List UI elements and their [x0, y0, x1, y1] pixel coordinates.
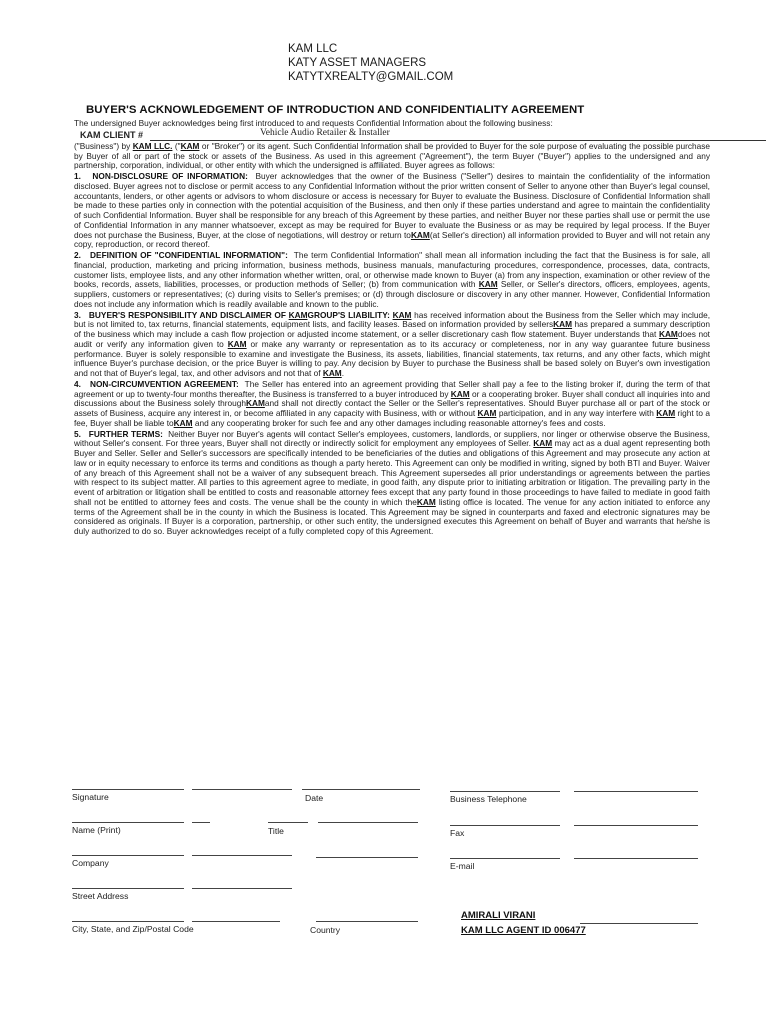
section-1-kam: KAM: [410, 229, 430, 240]
section-1-number: 1.: [74, 171, 81, 181]
section-4-kam-2: KAM: [246, 398, 265, 409]
section-4-text-5: right to a fee, Buyer shall be liable to: [74, 408, 710, 428]
section-4-kam-5: KAM: [173, 417, 193, 428]
preamble: [74, 142, 710, 171]
client-row: [74, 129, 710, 142]
section-4-text-2: or a cooperating broker. Buyer shall conduct all inquiries into and discussions about the Business solely through: [74, 388, 711, 409]
fax-line-a[interactable]: [450, 825, 560, 826]
city-line-a[interactable]: [72, 921, 184, 922]
section-3-text-5: .: [341, 368, 345, 378]
section-3-kam-2: KAM: [553, 319, 573, 330]
company-line-b[interactable]: [192, 855, 292, 856]
title-line-a[interactable]: [268, 822, 308, 823]
company-line-a[interactable]: [72, 855, 184, 856]
section-4-text-4: participation, and in any way interfere with: [498, 408, 654, 418]
title-label: Title: [268, 826, 284, 836]
section-1: [74, 172, 710, 250]
company-name: KAM LLC: [288, 43, 338, 55]
date-label: Date: [305, 793, 324, 803]
company-email: KATYTXREALTY@GMAIL.COM: [288, 71, 454, 83]
preamble-kam: KAM: [180, 140, 200, 151]
section-4-number: 4.: [74, 378, 81, 389]
section-4-heading: NON-CIRCUMVENTION AGREEMENT:: [89, 378, 239, 389]
section-2-number: 2.: [74, 250, 81, 260]
company-label: Company: [72, 858, 109, 868]
section-5-kam: KAM: [533, 438, 553, 449]
fax-line-b[interactable]: [574, 825, 698, 826]
agreement-body: [74, 119, 710, 537]
name-line-b[interactable]: [192, 822, 210, 823]
section-4-kam-1: KAM: [450, 388, 470, 399]
section-5-text-1: Neither Buyer nor Buyer's agents will contact Seller's employees, customers, landlords, or suppliers, nor linger or otherwise observe the Business, without Seller's consent. For three years, Buyer shall not directly or indirectly solicit for employment any employees of Seller.: [74, 428, 710, 449]
section-2-kam: KAM: [478, 279, 498, 290]
client-underline: [150, 140, 766, 141]
section-5-number: 5.: [74, 428, 81, 439]
section-3-text-1: has received information about the Business from the Seller which may include, but is not limited to, tax returns, financial statements, equipment lists, and facility leases. Based on information provided by sellers: [74, 309, 711, 330]
section-4-text-3: and shall not directly contact the Seller or the Seller's representatives. Should Buyer purchase all or part of the stock or assets of Business, acquire any interest in, or become affiliated in any capacity with Business, with or without: [74, 398, 710, 418]
section-4: [74, 380, 710, 429]
section-3-heading: BUYER'S RESPONSIBILITY AND DISCLAIMER OF: [88, 309, 286, 320]
section-5-text-3: listing office is located. The venue for any action initiated to enforce any terms of the Agreement shall be in the county in which the Business is located. This Agreement may be signed in counterparts and faxed and electronic signatures may be considered as originals. If Buyer is a corporation, partnership, or other such entity, the undersigned executes this Agreement on behalf of Buyer and warrants that he/she is duly authorized to do so. Buyer acknowledges receipt of a fully completed copy of this Agreement.: [74, 496, 710, 536]
section-4-text-1: The Seller has entered into an agreement providing that Seller shall pay a fee to the listing broker if, during the term of that agreement or up to twenty-four months thereafter, the Business is transferred to a buyer introduced by: [74, 378, 711, 399]
city-state-zip-label: City, State, and Zip/Postal Code: [72, 924, 194, 934]
company-subtitle: KATY ASSET MANAGERS: [288, 57, 427, 69]
preamble-text-3: or "Broker") or its agent. Such Confidential Information shall be provided to Buyer for the sole purpose of evaluating the possible purchase by Buyer of all or part of the stock or assets of the Business. As used in this agreement ("Agreement"), the term Buyer ("Buyer") applies to the undersigned and any partnership, corporation, individual, or other entity with which the undersigned is affiliated. Buyer agrees as follows:: [74, 140, 711, 171]
preamble-text-1: ("Business") by: [74, 140, 131, 151]
signature-label: Signature: [72, 792, 109, 802]
email-label: E-mail: [450, 861, 475, 871]
agent-name: AMIRALI VIRANI: [461, 910, 536, 921]
street-line-a[interactable]: [72, 888, 184, 889]
section-3-heading-kam: KAM: [288, 309, 308, 320]
business-telephone-label: Business Telephone: [450, 794, 527, 804]
fax-label: Fax: [450, 828, 465, 838]
section-3-kam-5: KAM: [322, 368, 342, 378]
section-2-text-2: Seller, or Seller's directors, officers, employees, agents, suppliers, customers or representatives; (c) during visits to Seller's premises; or (d) through disclosure or discovery in any other manner. However, Confidential Information does not include any information which is readily available and known to the public.: [74, 279, 710, 309]
section-3-text-2: has prepared a summary description of the business which may include a cash flow projection or adjusted income statement, or a seller discretionary cash flow statement. Buyer understands that: [74, 319, 710, 339]
street-line-b[interactable]: [192, 888, 292, 889]
country-label: Country: [310, 925, 341, 935]
street-address-label: Street Address: [72, 891, 129, 901]
client-business-value: Vehicle Audio Retailer & Installer: [260, 127, 390, 138]
section-3-kam-3: KAM: [658, 329, 678, 339]
section-2-text-1: The term Confidential Information" shall mean all information including the fact that the Business is for sale, all financial, production, marketing and pricing information, business methods, business manuals, manufacturing procedures, correspondence, processes, data, contracts, customer lists, employee lists, and any other information whether written, oral, or otherwise made known to Buyer (a) from any inspection, examination or other review of the books, records, assets, liabilities, processes, or production methods of Seller; (b) from communication with: [74, 250, 710, 290]
title-line-b[interactable]: [318, 822, 418, 823]
section-5-kam-2: KAM: [416, 496, 436, 507]
section-3-text-3: does not audit or verify any information given to: [74, 329, 710, 349]
name-line-a[interactable]: [72, 822, 184, 823]
section-1-heading: NON-DISCLOSURE OF INFORMATION:: [92, 171, 248, 181]
section-3-kam-4: KAM: [227, 338, 247, 349]
country-line[interactable]: [316, 921, 418, 922]
document-title: BUYER'S ACKNOWLEDGEMENT OF INTRODUCTION AND CONFIDENTIALITY AGREEMENT: [86, 104, 585, 116]
city-line-b[interactable]: [192, 921, 280, 922]
name-print-label: Name (Print): [72, 825, 121, 835]
section-3-heading-2: GROUP'S LIABILITY:: [307, 309, 390, 320]
section-4-kam-3: KAM: [477, 408, 497, 418]
business-telephone-line-a[interactable]: [450, 791, 560, 792]
section-5-heading: FURTHER TERMS:: [88, 428, 163, 439]
email-line-a[interactable]: [450, 858, 560, 859]
signature-line-b[interactable]: [192, 789, 292, 790]
signature-line-a[interactable]: [72, 789, 184, 790]
section-5-text-2: may act as a dual agent representing both Buyer and Seller. Seller and Seller's successors are specifically intended to be beneficiaries of the duties and obligations of this Agreement and may prosecute any action at law or in equity necessary to enforce its terms and conditions as though a party hereto. This Agreement can only be modified in writing, signed by both BTI and Buyer. Waiver of any breach of this Agreement shall not be a waiver of any subsequent breach. This Agreement supersedes all prior understandings or agreements between the parties with respect to its subject matter. All parties to this agreement agree to mediate, in good faith, any dispute prior to initiating arbitration or litigation. The prevailing party in the event of arbitration or litigation shall be entitled to costs and reasonable attorney fees except that any party found in those proceedings to have failed to mediate in good faith shall not be entitled to attorney fees and costs. The venue shall be the county in which the: [74, 438, 710, 507]
section-4-text-6: and any cooperating broker for such fee and any other damages including reasonable attorney's fees and costs.: [194, 417, 606, 428]
intro-text: The undersigned Buyer acknowledges being first introduced to and requests Confidential Information about the following business:: [74, 118, 553, 128]
section-2: [74, 251, 710, 310]
section-1-text-1: Buyer acknowledges that the owner of the Business ("Seller") desires to maintain the confidentiality of the information disclosed. Buyer agrees not to disclose or permit access to any Confidential Information without the prior written consent of Seller to anyone other than Buyer's legal counsel, accountants, lenders, or other agents or advisors to whom disclosure or access is necessary for Buyer to evaluate the Business. Disclosure of Confidential Information shall be made to these parties only in connection with the potential acquisition of the Business, and then only if these parties understand and agree to maintain the confidentiality of such Confidential Information. Buyer shall be responsible for any breach of this Agreement by these parties, and neither Buyer nor these parties shall use or permit the use of Confidential Information in any manner whatsoever, except as may be required for Buyer to evaluate the Business or as may be required by legal process. If the Buyer does not purchase the Business, Buyer, at the close of negotiations, will destroy or return to: [74, 171, 710, 240]
section-1-text-2: (at Seller's direction) all information provided to Buyer and will not retain any copy, reproduction, or record thereof.: [74, 229, 710, 250]
section-3: [74, 311, 710, 379]
section-5: [74, 430, 710, 537]
business-telephone-line-b[interactable]: [574, 791, 698, 792]
section-2-heading: DEFINITION OF "CONFIDENTIAL INFORMATION":: [90, 250, 288, 260]
section-3-kam-1: KAM: [392, 309, 412, 320]
preamble-text-2: (": [174, 140, 181, 151]
client-label: KAM CLIENT #: [80, 129, 143, 140]
section-4-kam-4: KAM: [656, 408, 676, 418]
preamble-kam-llc: KAM LLC.: [132, 140, 173, 151]
company-line-c[interactable]: [316, 857, 418, 858]
letterhead: [288, 42, 453, 84]
agent-line: [580, 923, 698, 924]
email-line-b[interactable]: [574, 858, 698, 859]
date-line[interactable]: [302, 789, 420, 790]
section-3-number: 3.: [74, 309, 81, 320]
agent-id: KAM LLC AGENT ID 006477: [461, 925, 586, 936]
section-3-text-4: or make any warranty or representation as to its accuracy or completeness, nor in any way guarantee future business performance. Buyer is solely responsible to examine and investigate the Business, its assets, liabilities, financial statements, tax returns, and any other facts, which might influence Buyer's purchase decision, or the price Buyer is willing to pay. Any decision by Buyer to purchase the Business shall be based solely on Buyer's own investigation and not that of Buyer's legal, tax, and other advisors and not that of: [74, 338, 710, 378]
